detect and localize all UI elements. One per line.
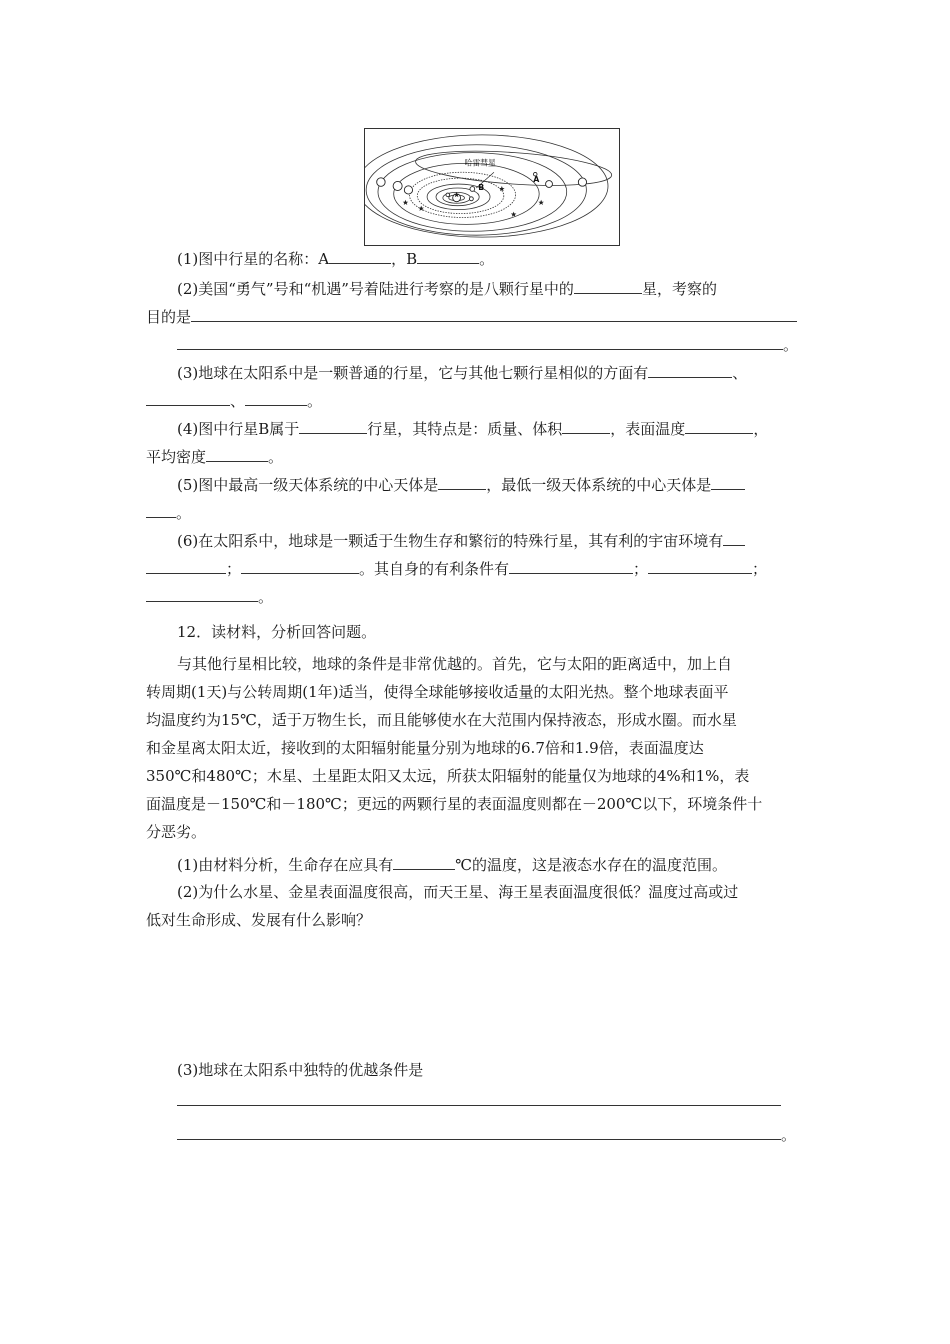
q12-3-end: 。 xyxy=(781,1126,797,1144)
q6-text: (6)在太阳系中，地球是一颗适于生物生存和繁衍的特殊行星，其有利的宇宙环境有 xyxy=(177,532,724,550)
question-5-line-2 xyxy=(146,502,816,523)
question-6 xyxy=(177,530,817,551)
q2-purpose-label: 目的是 xyxy=(146,308,192,326)
question-6-line-3 xyxy=(146,586,816,607)
answer-blank[interactable] xyxy=(146,502,176,518)
planet-b-label: B xyxy=(478,182,485,192)
q4-text: (4)图中行星B属于 xyxy=(177,420,300,438)
answer-blank[interactable] xyxy=(177,1090,781,1106)
question-2-line-2 xyxy=(146,306,816,327)
q1-end: 。 xyxy=(479,250,495,268)
q2-text-b: 星，考察的 xyxy=(641,280,717,298)
question-12-2-line-2: 低对生命形成、发展有什么影响？ xyxy=(146,911,372,929)
q5-text-b: ，最低一级天体系统的中心天体是 xyxy=(486,476,712,494)
material-paragraph-line: 和金星离太阳太近，接收到的太阳辐射能量分别为地球的6.7倍和1.9倍，表面温度达 xyxy=(146,739,704,757)
q3-sep-a: 、 xyxy=(732,364,748,382)
answer-blank[interactable] xyxy=(417,248,479,264)
answer-blank[interactable] xyxy=(177,1124,781,1140)
answer-blank[interactable] xyxy=(299,418,367,434)
q5-end: 。 xyxy=(176,504,192,522)
q6-sep-3: ； xyxy=(752,560,768,578)
question-12-1 xyxy=(177,854,817,875)
answer-blank[interactable] xyxy=(206,446,268,462)
answer-blank[interactable] xyxy=(329,248,391,264)
q4-text-b: 行星，其特点是：质量、体积 xyxy=(367,420,563,438)
q4-end: 。 xyxy=(268,448,284,466)
question-3 xyxy=(177,362,817,383)
answer-blank[interactable] xyxy=(241,558,359,574)
q6-text-b: 。其自身的有利条件有 xyxy=(359,560,510,578)
question-12-3-line-3 xyxy=(177,1124,817,1145)
q4-text-d: ， xyxy=(753,420,769,438)
question-3-line-2 xyxy=(146,390,816,411)
question-5 xyxy=(177,474,817,495)
question-4 xyxy=(177,418,817,439)
answer-blank[interactable] xyxy=(685,418,753,434)
solar-system-figure xyxy=(364,128,620,246)
question-6-line-2 xyxy=(146,558,816,579)
material-paragraph-line: 与其他行星相比较，地球的条件是非常优越的。首先，它与太阳的距离适中，加上自 xyxy=(177,655,733,673)
q6-sep-1: ； xyxy=(226,560,242,578)
answer-blank[interactable] xyxy=(648,362,732,378)
q4-density-label: 平均密度 xyxy=(146,448,207,466)
question-12-3: (3)地球在太阳系中独特的优越条件是 xyxy=(177,1061,424,1079)
q6-end: 。 xyxy=(258,588,274,606)
answer-blank[interactable] xyxy=(177,334,783,350)
answer-blank[interactable] xyxy=(648,558,752,574)
halley-comet-label: 哈雷彗星 xyxy=(464,158,496,168)
q5-text: (5)图中最高一级天体系统的中心天体是 xyxy=(177,476,439,494)
material-paragraph-line: 面温度是－150℃和－180℃；更远的两颗行星的表面温度则都在－200℃以下，环境条件十 xyxy=(146,795,763,813)
answer-blank[interactable] xyxy=(191,306,797,322)
question-12-title: 12．读材料，分析回答问题。 xyxy=(177,623,377,641)
answer-blank[interactable] xyxy=(393,854,455,870)
q12-1-text: (1)由材料分析，生命存在应具有 xyxy=(177,856,394,874)
q1-text: (1)图中行星的名称：A xyxy=(177,250,330,268)
answer-blank[interactable] xyxy=(438,474,486,490)
material-paragraph-line: 350℃和480℃；木星、土星距太阳又太远，所获太阳辐射的能量仅为地球的4%和1%，表 xyxy=(146,767,750,785)
answer-blank[interactable] xyxy=(146,586,258,602)
material-paragraph-line: 转周期(1天)与公转周期(1年)适当，使得全球能够接收适量的太阳光热。整个地球表面平 xyxy=(146,683,729,701)
answer-blank[interactable] xyxy=(509,558,633,574)
material-paragraph-line: 均温度约为15℃，适于万物生长，而且能够使水在大范围内保持液态，形成水圈。而水星 xyxy=(146,711,737,729)
planet-b-icon xyxy=(470,187,475,192)
q3-sep: 、 xyxy=(230,392,246,410)
planet-a-label: A xyxy=(533,175,540,185)
question-2 xyxy=(177,278,817,299)
q6-sep-2: ； xyxy=(633,560,649,578)
answer-blank[interactable] xyxy=(146,390,230,406)
answer-blank[interactable] xyxy=(711,474,745,490)
material-paragraph-line: 分恶劣。 xyxy=(146,823,207,841)
q1-sep: ，B xyxy=(391,250,418,268)
question-2-line-3 xyxy=(177,334,817,355)
q2-end: 。 xyxy=(783,336,799,354)
answer-blank[interactable] xyxy=(245,390,307,406)
answer-blank[interactable] xyxy=(723,530,745,546)
solar-system-diagram xyxy=(365,129,619,245)
question-1 xyxy=(177,248,817,269)
question-12-3-line-2 xyxy=(177,1090,817,1111)
answer-blank[interactable] xyxy=(574,278,642,294)
answer-blank[interactable] xyxy=(146,558,226,574)
q2-text: (2)美国“勇气”号和“机遇”号着陆进行考察的是八颗行星中的 xyxy=(177,280,574,298)
answer-blank[interactable] xyxy=(562,418,610,434)
question-12-2: (2)为什么水星、金星表面温度很高，而天王星、海王星表面温度很低？温度过高或过 xyxy=(177,883,739,901)
q12-1-text-b: ℃的温度，这是液态水存在的温度范围。 xyxy=(455,856,728,874)
q3-text: (3)地球在太阳系中是一颗普通的行星，它与其他七颗行星相似的方面有 xyxy=(177,364,649,382)
question-4-line-2 xyxy=(146,446,816,467)
q3-end: 。 xyxy=(307,392,323,410)
q4-text-c: ，表面温度 xyxy=(610,420,686,438)
